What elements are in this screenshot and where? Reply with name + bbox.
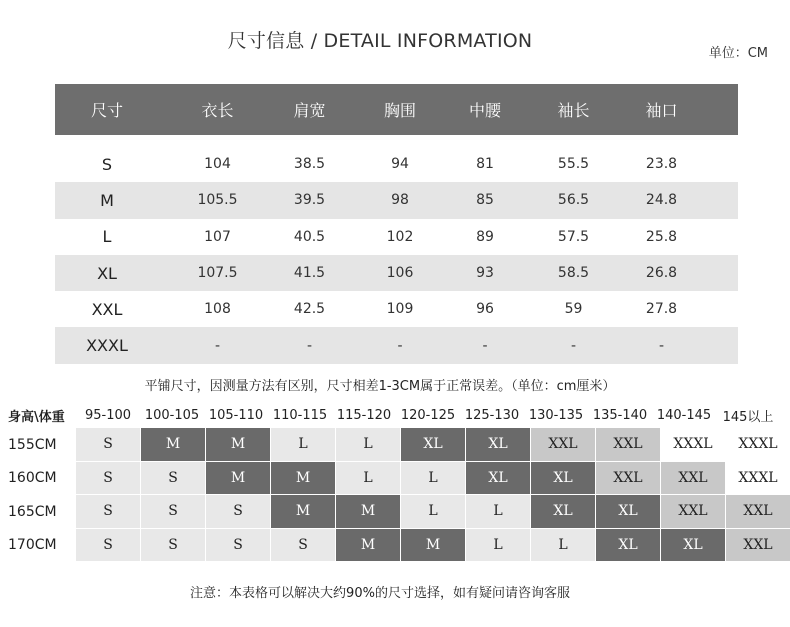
size-recommendation-cell: S	[271, 529, 335, 562]
table-cell: 98	[391, 192, 409, 209]
corner-label: 身高\体重	[8, 409, 65, 425]
table-cell: 38.5	[293, 156, 326, 173]
size-recommendation-cell: L	[531, 529, 595, 562]
size-recommendation-cell: M	[141, 428, 205, 461]
table-cell: 56.5	[557, 192, 590, 209]
table-cell: 39.5	[293, 192, 326, 209]
weight-header: 145以上	[722, 409, 774, 425]
size-recommendation-cell: XL	[466, 462, 530, 495]
size-recommendation-cell: S	[141, 495, 205, 528]
size-recommendation-cell: XXXL	[726, 462, 790, 495]
size-recommendation-cell: S	[76, 428, 140, 461]
header-sleeve: 袖长	[557, 101, 590, 120]
height-label: 155CM	[8, 436, 57, 453]
weight-header: 95-100	[84, 407, 132, 423]
size-recommendation-cell: S	[76, 495, 140, 528]
weight-header: 115-120	[336, 407, 392, 423]
table-cell: 93	[476, 265, 494, 282]
size-label: M	[100, 190, 114, 210]
size-table-body	[55, 146, 738, 364]
size-recommendation-cell: M	[401, 529, 465, 562]
header-waist: 中腰	[468, 101, 501, 120]
size-table	[55, 84, 738, 364]
recommendation-header	[8, 402, 790, 428]
table-row	[55, 255, 738, 291]
weight-header: 130-135	[528, 407, 584, 423]
size-recommendation-cell: M	[336, 495, 400, 528]
weight-header: 105-110	[208, 407, 264, 423]
size-recommendation-cell: S	[141, 462, 205, 495]
measurement-note: 平铺尺寸，因测量方法有区别，尺寸相差1-3CM属于正常误差。（单位：cm厘米）	[144, 379, 616, 394]
table-row	[55, 327, 738, 363]
size-recommendation-cell: L	[466, 495, 530, 528]
size-recommendation-cell: XXL	[726, 529, 790, 562]
size-recommendation-cell: L	[336, 462, 400, 495]
size-recommendation-cell: XL	[466, 428, 530, 461]
table-row	[55, 219, 738, 255]
size-recommendation-cell: M	[206, 428, 270, 461]
table-cell: 94	[391, 156, 409, 173]
height-label: 165CM	[8, 503, 57, 520]
unit-label: 单位：CM	[708, 46, 768, 61]
page-title: 尺寸信息 / DETAIL INFORMATION	[227, 30, 533, 52]
size-label: XXL	[91, 299, 123, 319]
table-cell: 59	[564, 301, 583, 318]
weight-header: 125-130	[464, 407, 520, 423]
table-cell: -	[214, 337, 221, 354]
size-recommendation-cell: XXXL	[661, 428, 725, 461]
size-recommendation-cell: L	[401, 462, 465, 495]
table-cell: -	[658, 337, 665, 354]
size-recommendation-cell: M	[271, 462, 335, 495]
height-label: 170CM	[8, 537, 57, 554]
size-label: L	[102, 227, 112, 247]
size-label: S	[101, 154, 113, 174]
table-cell: 96	[476, 301, 494, 318]
size-recommendation-cell: S	[206, 529, 270, 562]
table-row	[55, 291, 738, 327]
table-cell: 41.5	[293, 265, 326, 282]
size-recommendation-cell: XL	[661, 529, 725, 562]
size-label: XXXL	[86, 336, 128, 356]
table-cell: 107.5	[197, 265, 238, 282]
table-cell: 42.5	[293, 301, 326, 318]
table-cell: -	[482, 337, 488, 354]
size-recommendation-cell: S	[206, 495, 270, 528]
footer-note: 注意：本表格可以解决大约90%的尺寸选择，如有疑问请咨询客服	[190, 586, 570, 601]
table-cell: -	[570, 337, 577, 354]
weight-header: 140-145	[656, 407, 712, 423]
size-recommendation-cell: S	[76, 462, 140, 495]
table-cell: 55.5	[557, 156, 590, 173]
table-cell: 57.5	[557, 228, 590, 245]
header-cuff: 袖口	[645, 101, 678, 120]
table-cell: 26.8	[645, 265, 678, 282]
table-cell: 25.8	[645, 228, 678, 245]
weight-header: 100-105	[144, 407, 200, 423]
table-cell: 104	[204, 156, 231, 173]
height-label: 160CM	[8, 470, 57, 487]
size-recommendation-cell: L	[401, 495, 465, 528]
recommendation-row	[8, 529, 790, 563]
header-chest: 胸围	[383, 101, 416, 120]
size-recommendation-cell: M	[336, 529, 400, 562]
size-recommendation-cell: XXXL	[726, 428, 790, 461]
size-recommendation-cell: XL	[401, 428, 465, 461]
table-cell: 108	[204, 301, 231, 318]
recommendation-table	[8, 402, 790, 562]
size-recommendation-cell: L	[466, 529, 530, 562]
recommendation-body	[8, 428, 790, 562]
table-cell: -	[397, 337, 403, 354]
table-cell: 58.5	[557, 265, 590, 282]
size-recommendation-cell: L	[336, 428, 400, 461]
size-recommendation-cell: XXL	[661, 462, 725, 495]
table-cell: 85	[476, 192, 494, 209]
size-label: XL	[97, 263, 117, 283]
size-recommendation-cell: XL	[531, 462, 595, 495]
size-recommendation-cell: XL	[596, 495, 660, 528]
size-recommendation-cell: XXL	[596, 428, 660, 461]
size-recommendation-cell: M	[271, 495, 335, 528]
table-cell: 81	[476, 156, 494, 173]
recommendation-row	[8, 428, 790, 462]
size-recommendation-cell: XXL	[726, 495, 790, 528]
size-recommendation-cell: XXL	[661, 495, 725, 528]
size-recommendation-cell: S	[76, 529, 140, 562]
table-cell: 102	[386, 228, 414, 245]
table-cell: 107	[204, 228, 231, 245]
table-cell: 109	[386, 301, 414, 318]
size-table-header	[55, 84, 738, 135]
table-cell: -	[306, 337, 313, 354]
table-row	[55, 182, 738, 218]
weight-header: 110-115	[272, 407, 328, 423]
header-size: 尺寸	[90, 101, 123, 120]
size-recommendation-cell: XL	[596, 529, 660, 562]
recommendation-row	[8, 495, 790, 529]
table-cell: 23.8	[645, 156, 678, 173]
weight-header: 120-125	[400, 407, 456, 423]
table-cell: 106	[386, 265, 414, 282]
weight-header: 135-140	[592, 407, 648, 423]
table-cell: 105.5	[197, 192, 238, 209]
recommendation-row	[8, 462, 790, 496]
table-row	[55, 146, 738, 182]
header-length: 衣长	[201, 101, 234, 120]
table-cell: 40.5	[293, 228, 326, 245]
table-cell: 27.8	[645, 301, 678, 318]
size-recommendation-cell: XXL	[531, 428, 595, 461]
table-cell: 89	[476, 228, 494, 245]
size-recommendation-cell: M	[206, 462, 270, 495]
size-recommendation-cell: XXL	[596, 462, 660, 495]
size-recommendation-cell: XL	[531, 495, 595, 528]
size-recommendation-cell: L	[271, 428, 335, 461]
size-recommendation-cell: S	[141, 529, 205, 562]
table-cell: 24.8	[645, 192, 678, 209]
header-shoulder: 肩宽	[293, 101, 326, 120]
